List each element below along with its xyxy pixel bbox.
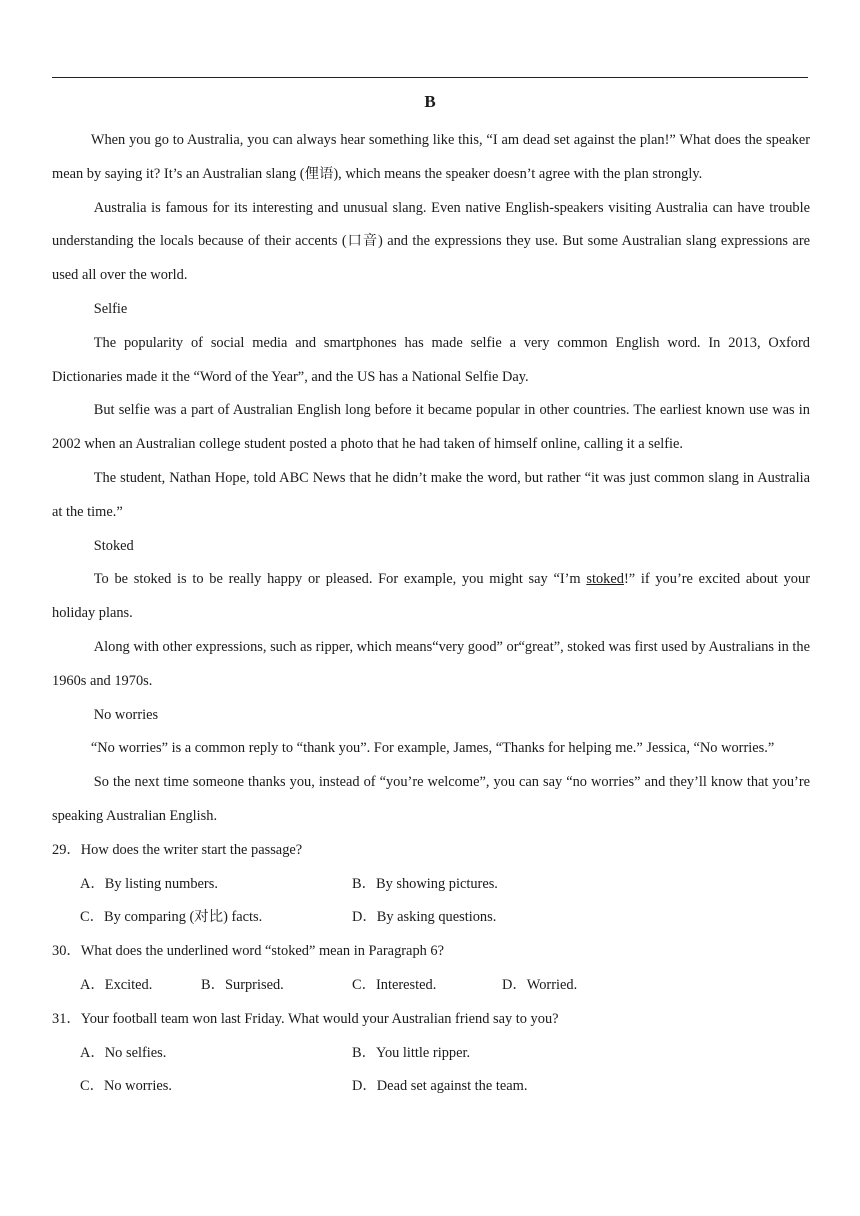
options-row: [52, 1070, 810, 1104]
question-30: [52, 935, 810, 1003]
paragraph-7: Along with other expressions, such as ripper, which means“very good” or“great”, stoked was first used by Australians in the 1960s and 1970s.: [52, 638, 810, 689]
options-row: [52, 969, 810, 1003]
option-d[interactable]: D．Dead set against the team.: [352, 1078, 528, 1095]
option-c[interactable]: C．By comparing (对比) facts.: [80, 909, 263, 926]
paragraph-4: But selfie was a part of Australian English long before it became popular in other countries. The earliest known use was in 2002 when an Australian college student posted a photo that he had taken of himself online, calling it a selfie.: [52, 402, 810, 453]
header-rule: [52, 77, 808, 78]
option-a[interactable]: A．Excited.: [80, 976, 153, 993]
paragraph-1: When you go to Australia, you can always hear something like this, “I am dead set against the plan!” What does the speaker mean by saying it? It’s an Australian slang (俚语), which means the speaker doesn’t agree with the plan strongly.: [52, 132, 810, 182]
options-row: [52, 901, 810, 935]
option-d[interactable]: D．By asking questions.: [352, 909, 497, 926]
option-b[interactable]: B．You little ripper.: [352, 1044, 471, 1061]
option-a[interactable]: A．No selfies.: [80, 1044, 167, 1061]
question-stem: 29．How does the writer start the passage?: [52, 841, 303, 858]
paragraph-6-text-before: To be stoked is to be really happy or pleased. For example, you might say “I’m: [93, 571, 587, 588]
paragraph-9: So the next time someone thanks you, instead of “you’re welcome”, you can say “no worries” and they’ll know that you’re speaking Australian English.: [52, 774, 810, 824]
option-b[interactable]: B．Surprised.: [201, 976, 284, 993]
underlined-word-stoked: stoked: [586, 571, 624, 588]
question-31: [52, 1003, 810, 1104]
paragraph-6-text-after: !” if you’re excited about your holiday plans.: [52, 571, 810, 622]
heading-no-worries: No worries: [93, 706, 159, 723]
heading-stoked: Stoked: [93, 537, 134, 554]
options-row: [52, 868, 810, 902]
option-c[interactable]: C．Interested.: [352, 976, 437, 993]
option-b[interactable]: B．By showing pictures.: [352, 875, 498, 892]
paragraph-6: [52, 563, 810, 631]
question-stem: 31．Your football team won last Friday. What would your Australian friend say to you?: [52, 1010, 559, 1027]
options-row: [52, 1037, 810, 1071]
passage: [52, 124, 810, 1104]
option-a[interactable]: A．By listing numbers.: [80, 875, 218, 892]
heading-selfie: Selfie: [93, 300, 128, 317]
paragraph-5: The student, Nathan Hope, told ABC News that he didn’t make the word, but rather “it was just common slang in Australia at the time.”: [52, 469, 810, 520]
section-title: B: [424, 92, 436, 111]
option-c[interactable]: C．No worries.: [80, 1078, 172, 1095]
question-29: [52, 834, 810, 935]
question-stem: 30．What does the underlined word “stoked” mean in Paragraph 6?: [52, 943, 445, 960]
paragraph-8: “No worries” is a common reply to “thank you”. For example, James, “Thanks for helping me.” Jessica, “No worries.”: [90, 740, 775, 757]
paragraph-3: The popularity of social media and smartphones has made selfie a very common English word. In 2013, Oxford Dictionaries made it the “Word of the Year”, and the US has a National Selfie Day.: [52, 334, 810, 385]
option-d[interactable]: D．Worried.: [502, 976, 578, 993]
paragraph-2: Australia is famous for its interesting and unusual slang. Even native English-speakers visiting Australia can have trouble understanding the locals because of their accents (口音) and the expressions they use. But some Australian slang expressions are used all over the world.: [52, 199, 810, 284]
